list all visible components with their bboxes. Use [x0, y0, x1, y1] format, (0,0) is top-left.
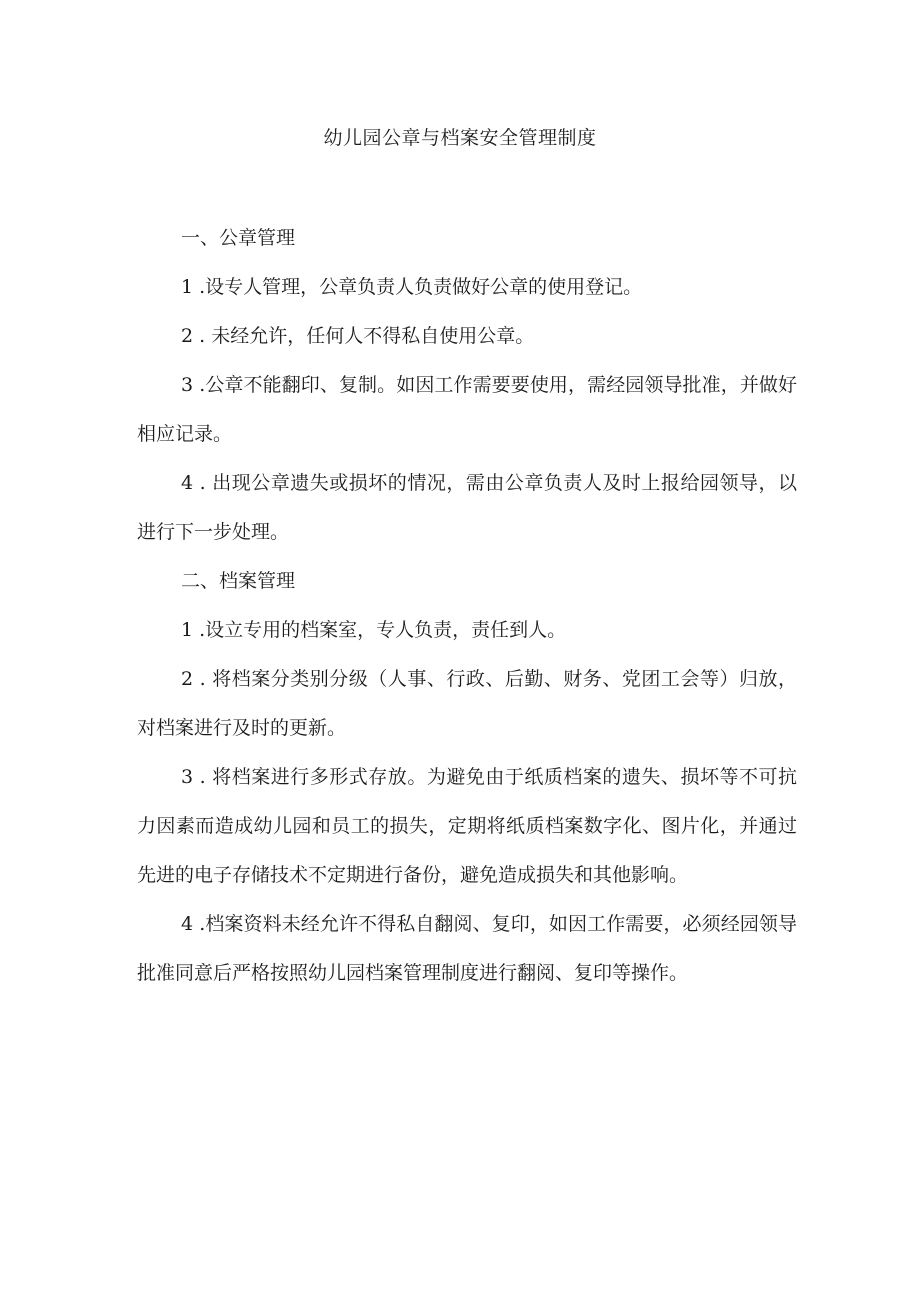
seal-item-3: 3 .公章不能翻印、复制。如因工作需要要使用，需经园领导批准，并做好相应记录。	[137, 374, 797, 445]
section-heading-seal-management: 一、公章管理	[181, 227, 296, 249]
document-body	[137, 214, 797, 998]
archive-item-2: 2 . 将档案分类别分级（人事、行政、后勤、财务、党团工会等）归放，对档案进行及时的更新。	[137, 668, 797, 739]
archive-item-4: 4 .档案资料未经允许不得私自翻阅、复印，如因工作需要，必须经园领导批准同意后严格按照幼儿园档案管理制度进行翻阅、复印等操作。	[137, 913, 797, 984]
seal-item-4: 4 . 出现公章遗失或损坏的情况，需由公章负责人及时上报给园领导，以进行下一步处理。	[137, 472, 797, 543]
archive-item-3: 3 . 将档案进行多形式存放。为避免由于纸质档案的遗失、损坏等不可抗力因素而造成幼儿园和员工的损失，定期将纸质档案数字化、图片化，并通过先进的电子存储技术不定期进行备份，避免造成损失和其他影响。	[137, 766, 797, 886]
document-title: 幼儿园公章与档案安全管理制度	[323, 127, 597, 149]
section-heading-archive-management: 二、档案管理	[181, 570, 296, 592]
archive-item-1: 1 .设立专用的档案室，专人负责，责任到人。	[181, 619, 567, 641]
seal-item-2: 2 . 未经允许，任何人不得私自使用公章。	[181, 325, 535, 347]
seal-item-1: 1 .设专人管理，公章负责人负责做好公章的使用登记。	[181, 276, 643, 298]
